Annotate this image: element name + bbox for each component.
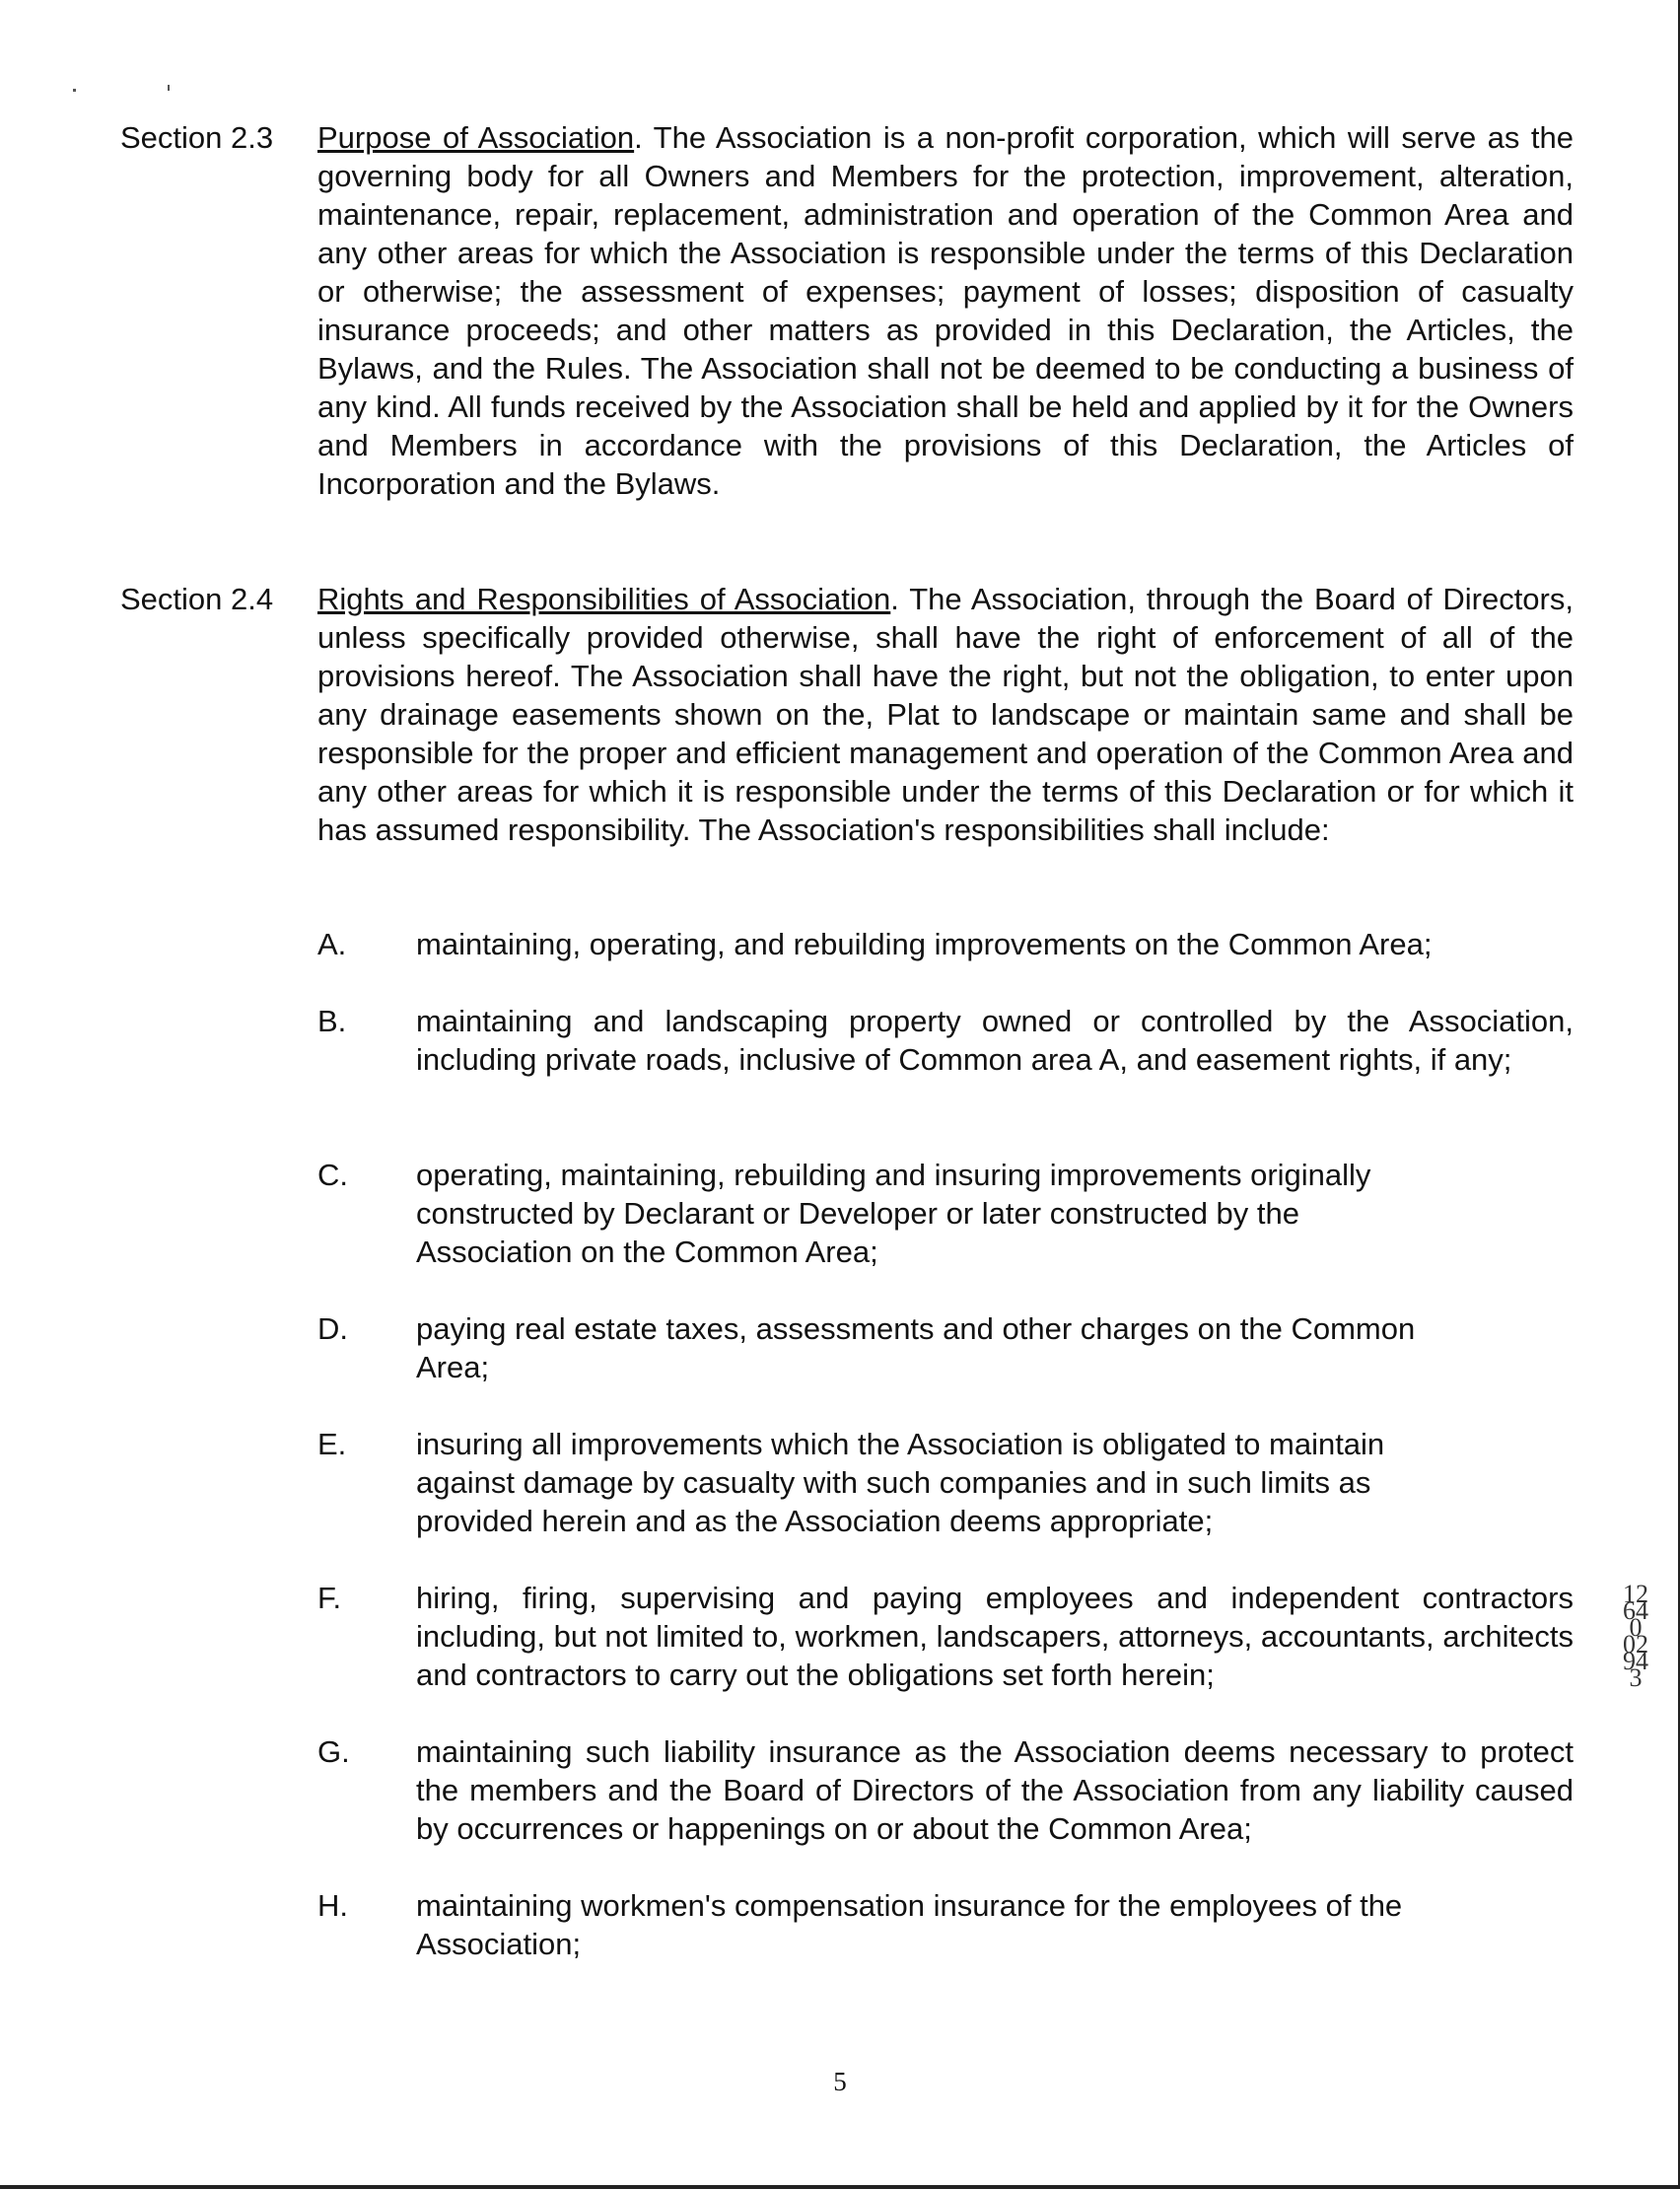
list-item-f xyxy=(317,1579,1574,1694)
item-text: maintaining such liability insurance as the Association deems necessary to protect the members and the Board of Directors of the Association from any liability caused by occurrences or happenings on or about the Common Area; xyxy=(416,1734,1574,1846)
item-letter: H. xyxy=(317,1888,348,1923)
item-text: maintaining, operating, and rebuilding improvements on the Common Area; xyxy=(416,927,1433,961)
recording-number-stamp: 12640 02943 xyxy=(1623,1580,1648,1692)
scan-speck xyxy=(168,85,170,91)
item-text: operating, maintaining, rebuilding and insuring improvements originally constructed by Declarant or Developer or later constructed by the Association on the Common Area; xyxy=(416,1158,1371,1269)
list-item-g xyxy=(317,1732,1574,1848)
item-text: paying real estate taxes, assessments and other charges on the Common Area; xyxy=(416,1311,1416,1384)
section-text: . The Association, through the Board of Directors, unless specifically provided otherwise, shall have the right of enforcement of all of the provisions hereof. The Association shall have the right, but not the obligation, to enter upon any drainage easements shown on the, Plat to landscape or maintain same and shall be responsible for the proper and efficient management and operation of the Common Area and any other areas for which it is responsible under the terms of this Declaration or for which it has assumed responsibility. The Association's responsibilities shall include: xyxy=(317,582,1574,847)
scan-speck xyxy=(73,89,76,92)
list-item-e xyxy=(317,1425,1574,1540)
section-2-4 xyxy=(120,580,1574,849)
section-2-3 xyxy=(120,118,1574,503)
section-paragraph xyxy=(317,118,1574,503)
item-letter: C. xyxy=(317,1158,348,1192)
item-letter: D. xyxy=(317,1311,348,1346)
section-title: Purpose of Association xyxy=(317,120,635,155)
list-item-a xyxy=(317,925,1574,963)
item-text: hiring, firing, supervising and paying employees and independent contractors including, but not limited to, workmen, landscapers, attorneys, accountants, architects and contractors to carry out the obligations set forth herein; xyxy=(416,1581,1574,1692)
item-letter: F. xyxy=(317,1581,342,1615)
section-title: Rights and Responsibilities of Association xyxy=(317,582,891,616)
item-text: insuring all improvements which the Association is obligated to maintain against damage by casualty with such companies and in such limits as provided herein and as the Association deems appropriate; xyxy=(416,1427,1385,1538)
item-letter: A. xyxy=(317,927,347,961)
section-label: Section 2.3 xyxy=(120,120,274,155)
item-text: maintaining workmen's compensation insurance for the employees of the Association; xyxy=(416,1888,1403,1961)
item-letter: E. xyxy=(317,1427,347,1461)
item-letter: B. xyxy=(317,1004,347,1038)
section-text: . The Association is a non-profit corporation, which will serve as the governing body for all Owners and Members for the protection, improvement, alteration, maintenance, repair, replacement, administration and operation of the Common Area and any other areas for which the Association is responsible under the terms of this Declaration or otherwise; the assessment of expenses; payment of losses; disposition of casualty insurance proceeds; and other matters as provided in this Declaration, the Articles, the Bylaws, and the Rules. The Association shall not be deemed to be conducting a business of any kind. All funds received by the Association shall be held and applied by it for the Owners and Members in accordance with the provisions of this Declaration, the Articles of Incorporation and the Bylaws. xyxy=(317,120,1574,501)
item-text: maintaining and landscaping property owned or controlled by the Association, including private roads, inclusive of Common area A, and easement rights, if any; xyxy=(416,1004,1574,1077)
section-label: Section 2.4 xyxy=(120,582,274,616)
page-number: 5 xyxy=(833,2067,847,2096)
list-item-b xyxy=(317,1002,1574,1079)
item-letter: G. xyxy=(317,1734,350,1769)
list-item-h xyxy=(317,1886,1574,1963)
list-item-c xyxy=(317,1156,1574,1271)
list-item-d xyxy=(317,1309,1574,1386)
section-paragraph xyxy=(317,580,1574,849)
